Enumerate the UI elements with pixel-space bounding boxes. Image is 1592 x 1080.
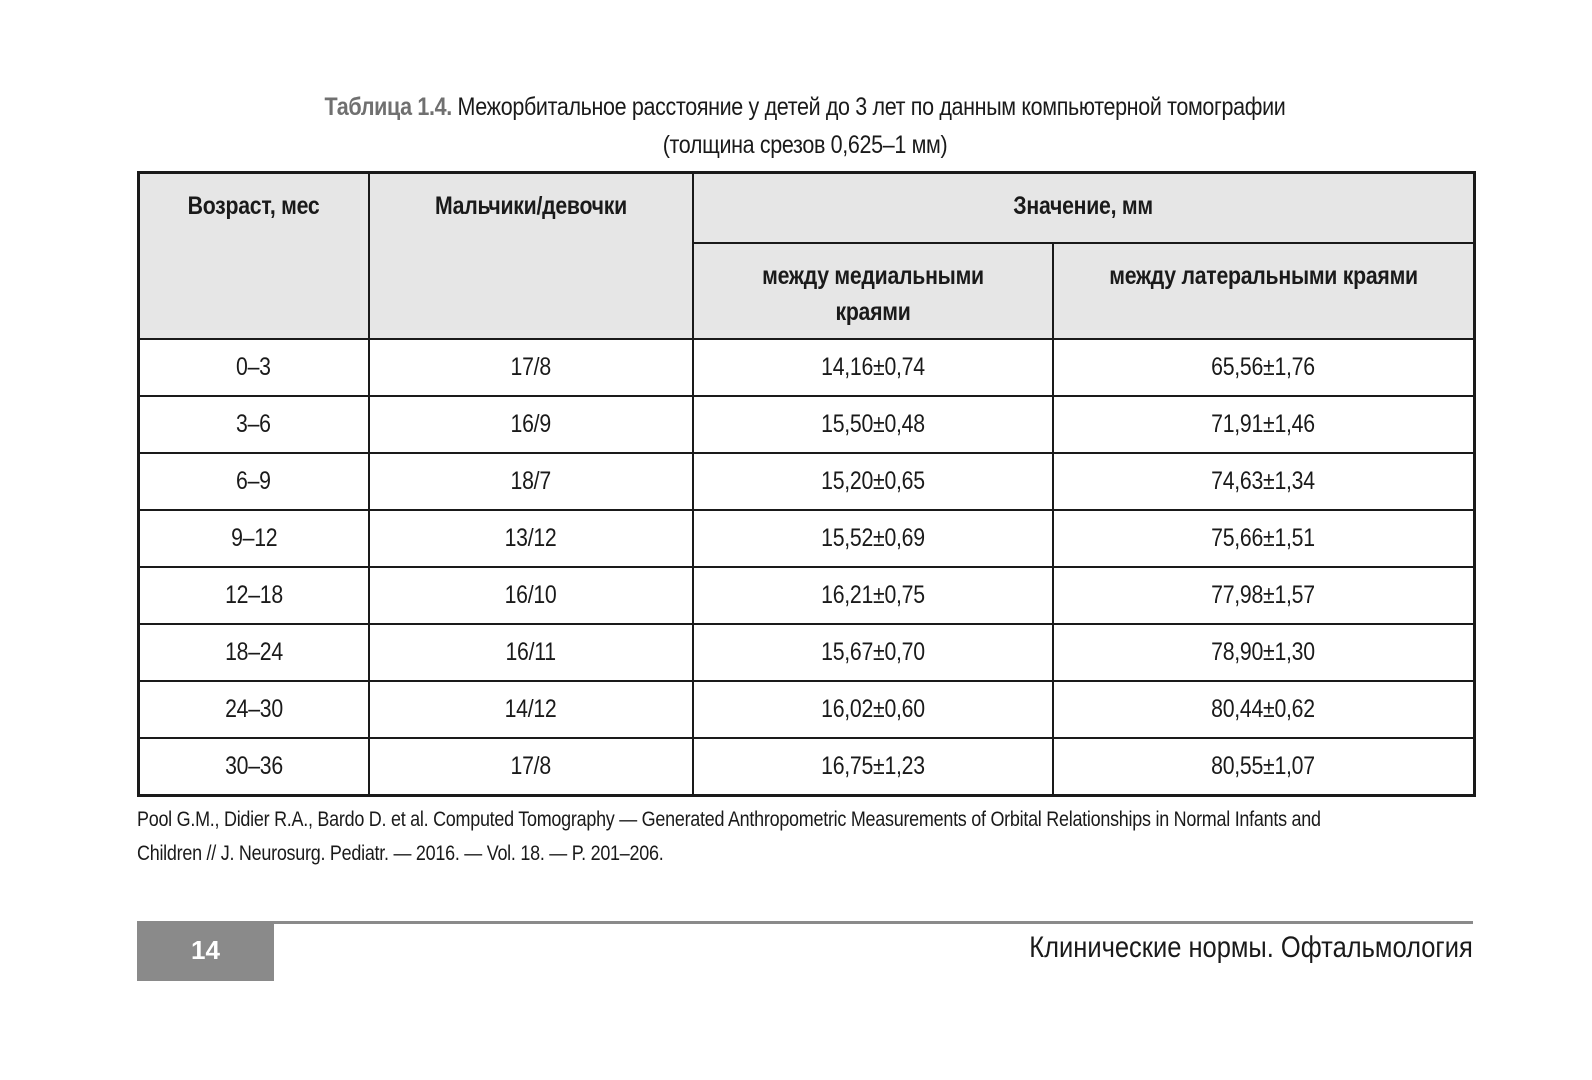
cell-age: 18–24 [139, 624, 369, 681]
header-lateral: между латеральными краями [1053, 243, 1475, 339]
table-row [139, 339, 1475, 396]
cell-medial: 15,67±0,70 [693, 624, 1053, 681]
cell-boys-girls: 17/8 [369, 339, 693, 396]
cell-age: 0–3 [139, 339, 369, 396]
cell-medial: 16,75±1,23 [693, 738, 1053, 796]
cell-medial: 15,20±0,65 [693, 453, 1053, 510]
cell-medial: 15,50±0,48 [693, 396, 1053, 453]
table-row [139, 453, 1475, 510]
cell-lateral: 71,91±1,46 [1053, 396, 1475, 453]
cell-age: 30–36 [139, 738, 369, 796]
cell-boys-girls: 17/8 [369, 738, 693, 796]
table-row [139, 681, 1475, 738]
cell-age: 24–30 [139, 681, 369, 738]
table-label: Таблица 1.4. [324, 93, 452, 121]
source-line-1: Pool G.M., Didier R.A., Bardo D. et al. Computed Tomography — Generated Anthropometric Measurements of Orbital Relationships in Normal Infants and [137, 808, 1321, 831]
table-title-line2: (толщина срезов 0,625–1 мм) [662, 131, 948, 159]
cell-age: 9–12 [139, 510, 369, 567]
cell-age: 12–18 [139, 567, 369, 624]
cell-lateral: 65,56±1,76 [1053, 339, 1475, 396]
table-title: Межорбитальное расстояние у детей до 3 лет по данным компьютерной томографии [451, 93, 1286, 121]
source-line-2: Children // J. Neurosurg. Pediatr. — 2016. — Vol. 18. — P. 201–206. [137, 842, 664, 865]
cell-lateral: 80,55±1,07 [1053, 738, 1475, 796]
table-row [139, 396, 1475, 453]
orbital-distance-table [137, 171, 1476, 797]
page-number: 14 [191, 935, 220, 965]
cell-medial: 14,16±0,74 [693, 339, 1053, 396]
table-caption [231, 88, 1380, 164]
cell-lateral: 77,98±1,57 [1053, 567, 1475, 624]
cell-boys-girls: 16/9 [369, 396, 693, 453]
running-title: Клинические нормы. Офтальмология [1029, 931, 1473, 964]
source-citation [137, 803, 1471, 871]
cell-boys-girls: 14/12 [369, 681, 693, 738]
header-value: Значение, мм [693, 173, 1475, 244]
header-age: Возраст, мес [139, 173, 369, 340]
header-medial: между медиальными краями [693, 243, 1053, 339]
page-number-box [137, 921, 274, 981]
cell-medial: 16,02±0,60 [693, 681, 1053, 738]
cell-boys-girls: 13/12 [369, 510, 693, 567]
cell-boys-girls: 16/11 [369, 624, 693, 681]
cell-lateral: 80,44±0,62 [1053, 681, 1475, 738]
footer-rule [137, 921, 1473, 924]
cell-boys-girls: 18/7 [369, 453, 693, 510]
table-row [139, 510, 1475, 567]
cell-boys-girls: 16/10 [369, 567, 693, 624]
table-row [139, 624, 1475, 681]
cell-age: 3–6 [139, 396, 369, 453]
cell-medial: 16,21±0,75 [693, 567, 1053, 624]
cell-lateral: 74,63±1,34 [1053, 453, 1475, 510]
table-row [139, 738, 1475, 796]
cell-lateral: 78,90±1,30 [1053, 624, 1475, 681]
table-row [139, 567, 1475, 624]
header-boys-girls: Мальчики/девочки [369, 173, 693, 340]
cell-lateral: 75,66±1,51 [1053, 510, 1475, 567]
cell-age: 6–9 [139, 453, 369, 510]
cell-medial: 15,52±0,69 [693, 510, 1053, 567]
